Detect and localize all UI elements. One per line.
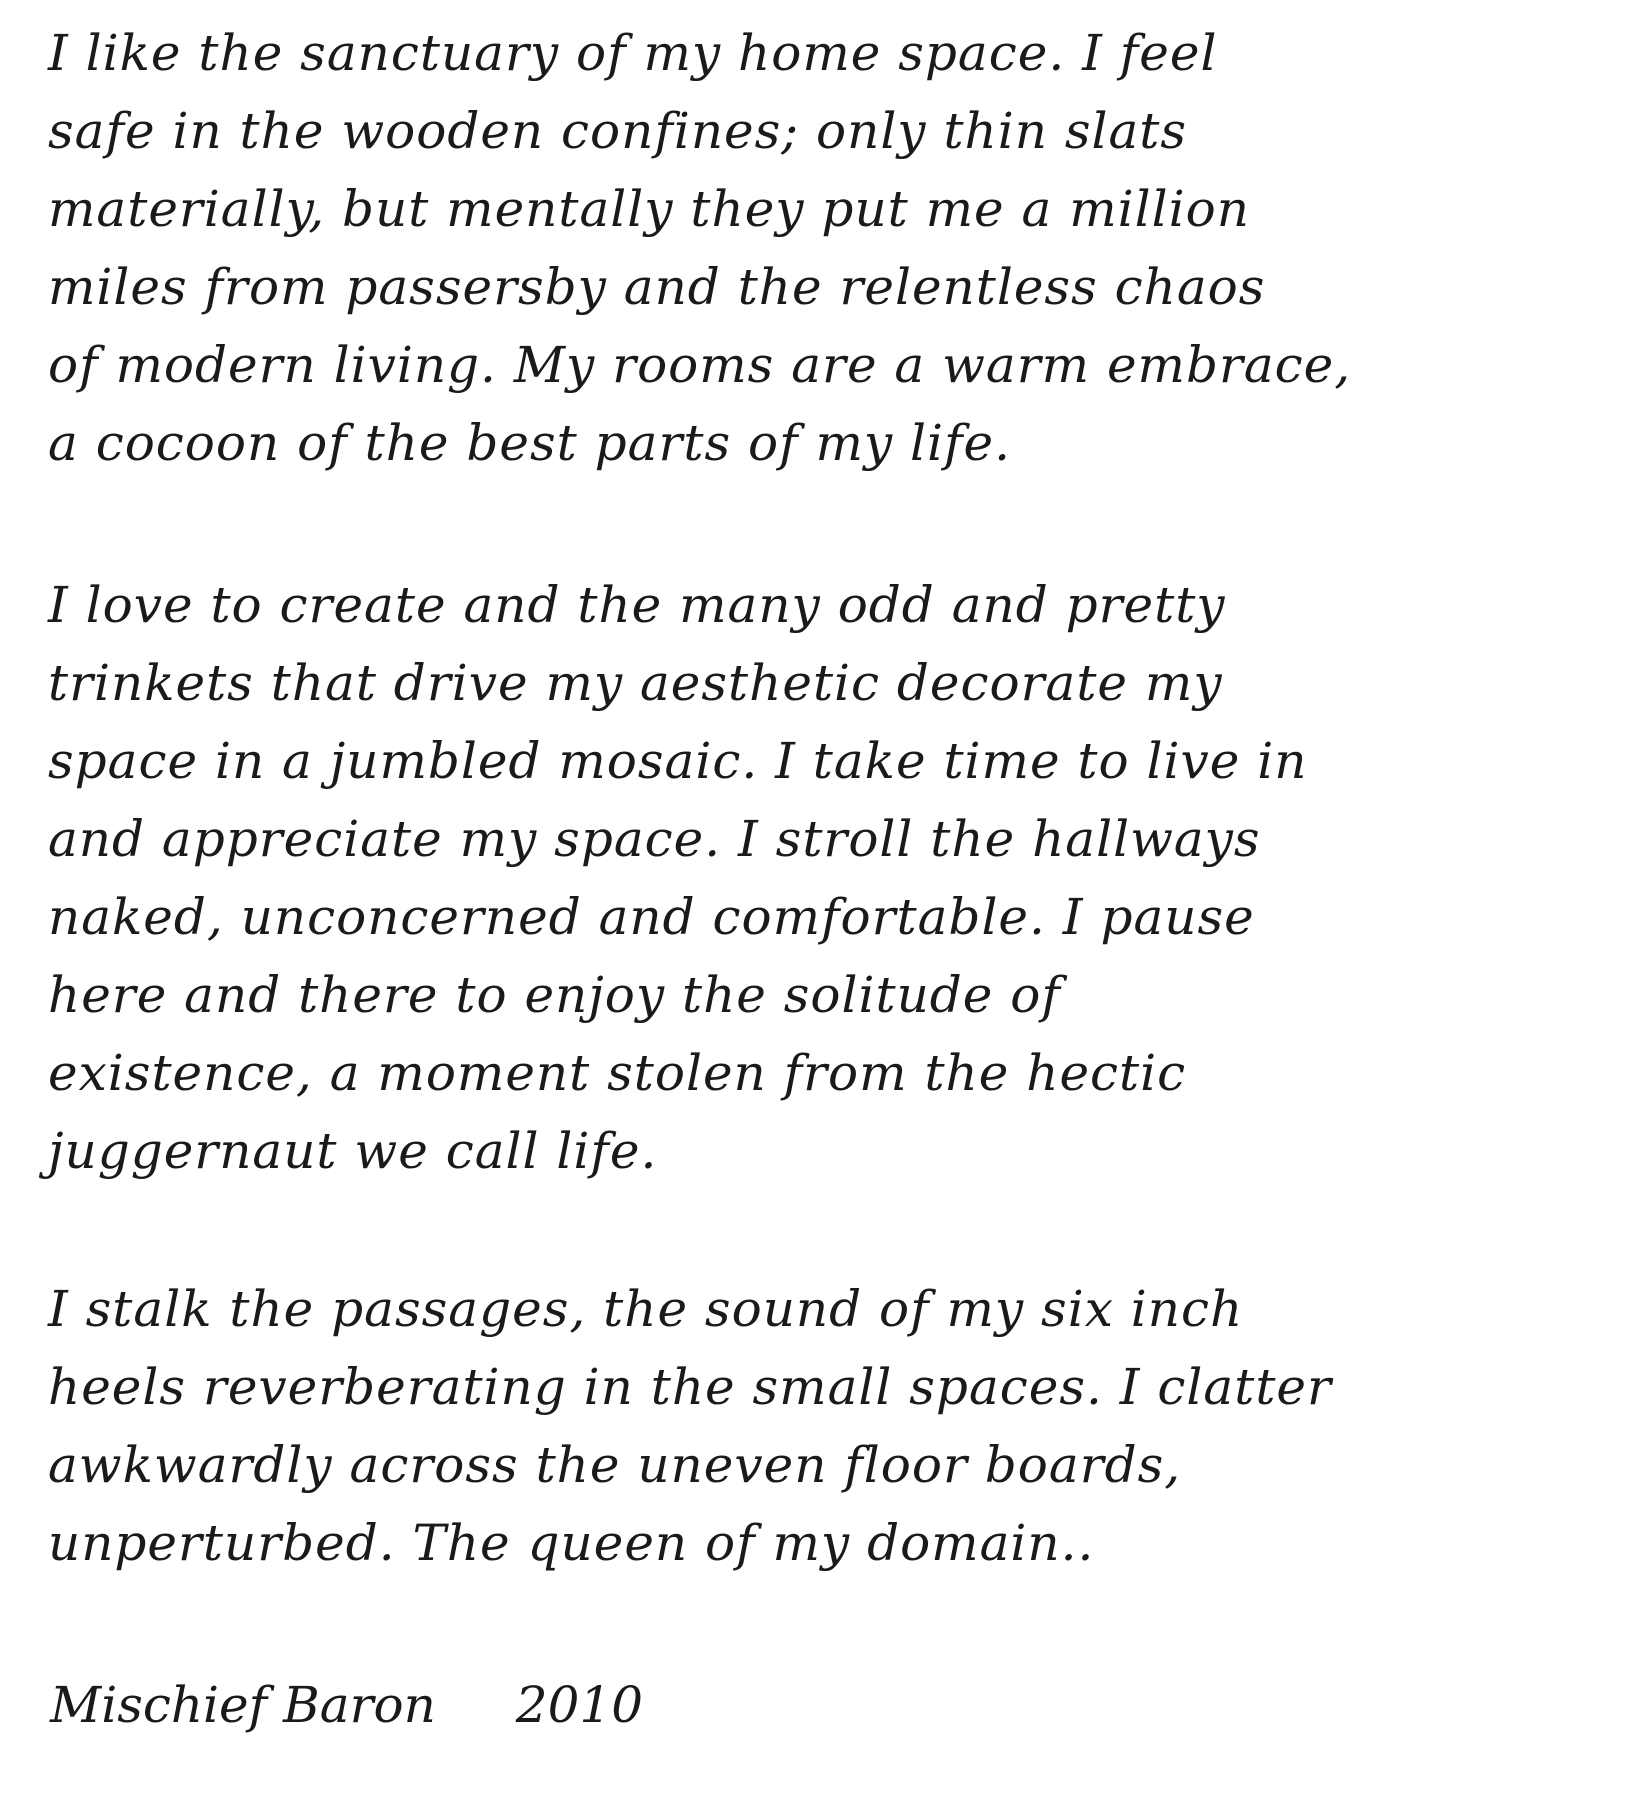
text-line: miles from passersby and the relentless chaos: [48, 258, 1266, 316]
text-line: safe in the wooden confines; only thin slats: [48, 102, 1188, 160]
text-line: and appreciate my space. I stroll the hallways: [48, 810, 1261, 868]
text-line: juggernaut we call life.: [48, 1122, 658, 1180]
text-line: materially, but mentally they put me a million: [48, 180, 1250, 238]
text-line: a cocoon of the best parts of my life.: [48, 414, 1012, 472]
text-line: I love to create and the many odd and pretty: [48, 576, 1226, 634]
text-line: here and there to enjoy the solitude of: [48, 966, 1061, 1024]
signature-year: 2010: [515, 1676, 644, 1734]
paragraph-stalk-passages: [48, 1270, 1618, 1582]
text-line: naked, unconcerned and comfortable. I pause: [48, 888, 1255, 946]
text-line: I like the sanctuary of my home space. I feel: [48, 24, 1218, 82]
text-line: space in a jumbled mosaic. I take time to live in: [48, 732, 1308, 790]
signature-name: Mischief Baron: [50, 1676, 436, 1734]
text-line: heels reverberating in the small spaces. I clatter: [48, 1358, 1332, 1416]
text-line: trinkets that drive my aesthetic decorate my: [48, 654, 1223, 712]
paragraph-create-trinkets: [48, 566, 1618, 1190]
signature: [50, 1666, 643, 1744]
text-line: existence, a moment stolen from the hectic: [48, 1044, 1187, 1102]
text-line: of modern living. My rooms are a warm embrace,: [48, 336, 1352, 394]
text-line: I stalk the passages, the sound of my six inch: [48, 1280, 1244, 1338]
text-line: awkwardly across the uneven floor boards,: [48, 1436, 1182, 1494]
paragraph-home-sanctuary: [48, 14, 1618, 482]
text-line: unperturbed. The queen of my domain..: [48, 1514, 1095, 1572]
